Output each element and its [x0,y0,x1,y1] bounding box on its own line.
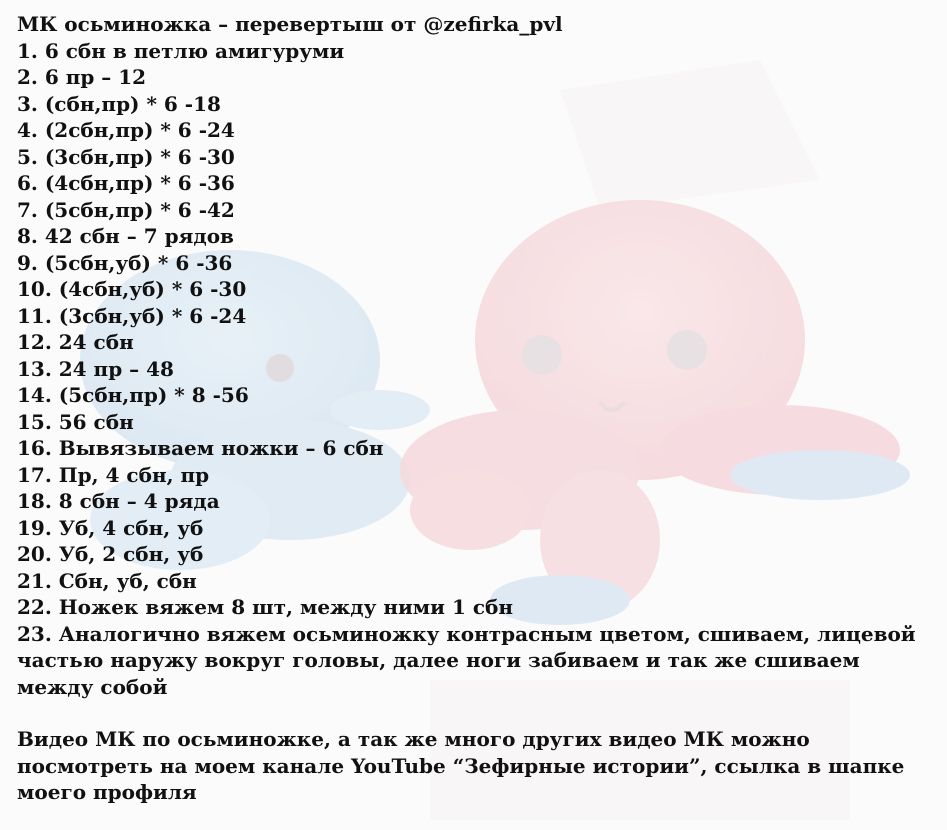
step-3: 3. (сбн,пр) * 6 -18 [17,91,221,116]
step-21: 21. Сбн, уб, сбн [17,568,197,593]
step-1: 1. 6 сбн в петлю амигуруми [17,38,345,63]
step-2: 2. 6 пр – 12 [17,65,147,89]
step-17: 17. Пр, 4 сбн, пр [17,462,210,487]
step-19: 19. Уб, 4 сбн, уб [17,515,204,540]
step-14: 14. (5сбн,пр) * 8 -56 [17,383,249,407]
step-15: 15. 56 сбн [17,409,134,434]
step-16: 16. Вывязываем ножки – 6 сбн [17,436,384,460]
step-22: 22. Ножек вяжем 8 шт, между ними 1 сбн [17,595,514,619]
step-9: 9. (5сбн,уб) * 6 -36 [17,250,233,275]
step-10: 10. (4сбн,уб) * 6 -30 [17,277,247,301]
steps-list [17,38,937,701]
pattern-text [17,11,937,806]
step-23: 23. Аналогично вяжем осьминожку контрасным цветом, сшиваем, лицевой частью наружу вокруг головы, далее ноги забиваем и так же сшиваем между собой [17,621,916,699]
step-11: 11. (3сбн,уб) * 6 -24 [17,303,247,328]
step-4: 4. (2сбн,пр) * 6 -24 [17,118,235,142]
step-18: 18. 8 сбн – 4 ряда [17,489,220,513]
page-title: МК осьминожка – перевертыш от @zefirka_pvl [17,12,563,36]
step-8: 8. 42 сбн – 7 рядов [17,224,234,248]
step-13: 13. 24 пр – 48 [17,356,174,381]
step-6: 6. (4сбн,пр) * 6 -36 [17,171,235,195]
step-20: 20. Уб, 2 сбн, уб [17,542,204,566]
step-7: 7. (5сбн,пр) * 6 -42 [17,197,235,222]
step-12: 12. 24 сбн [17,330,134,354]
step-5: 5. (3сбн,пр) * 6 -30 [17,144,235,169]
footer-note: Видео МК по осьминожке, а так же много других видео МК можно посмотреть на моем канале YouTube “Зефирные истории”, ссылка в шапке моего профиля [17,727,905,804]
